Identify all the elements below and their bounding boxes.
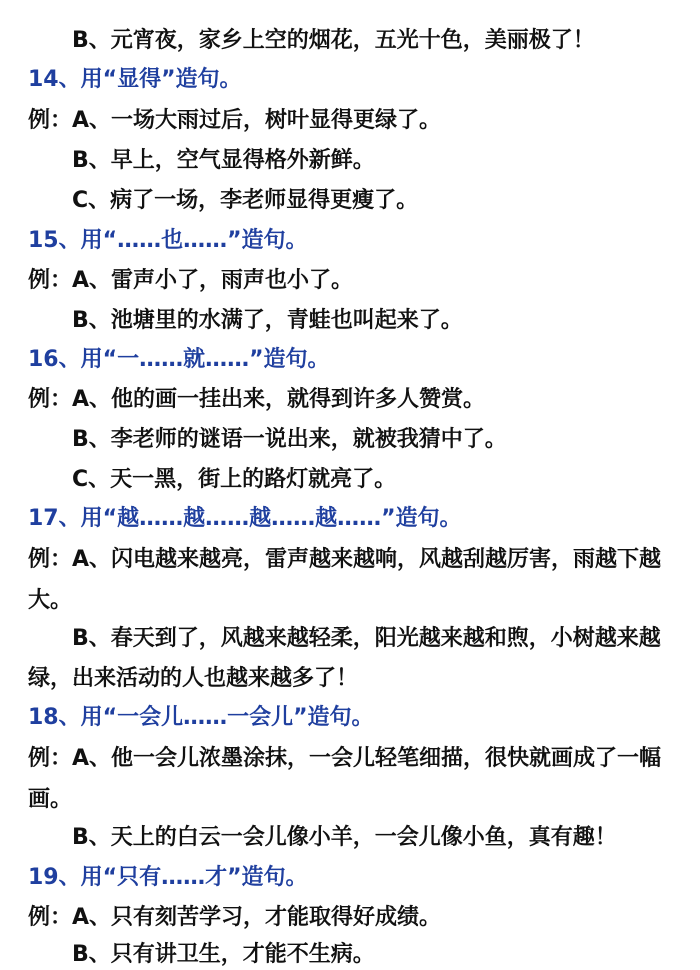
example-line	[28, 903, 700, 933]
example-line	[28, 545, 700, 575]
section-heading-16	[28, 345, 700, 375]
example-text: B、只有讲卫生，才能不生病。	[72, 942, 375, 967]
example-prefix: 例：	[28, 268, 73, 293]
example-prefix: 例：	[28, 108, 73, 133]
example-text: B、春天到了，风越来越轻柔，阳光越来越和煦，小树越来越	[72, 626, 661, 651]
example-text: A、一场大雨过后，树叶显得更绿了。	[72, 108, 442, 133]
example-line	[72, 940, 700, 970]
section-heading-17	[28, 504, 700, 534]
example-line	[28, 385, 700, 415]
example-prefix: 例：	[28, 746, 73, 771]
example-line	[72, 186, 700, 216]
example-line	[28, 266, 700, 296]
example-line	[72, 624, 700, 654]
heading-text: 15、用“……也……”造句。	[28, 228, 308, 253]
example-line	[72, 823, 700, 853]
section-heading-19	[28, 863, 700, 893]
example-text: B、早上，空气显得格外新鲜。	[72, 148, 375, 173]
section-heading-14	[28, 65, 700, 95]
example-prefix: 例：	[28, 547, 73, 572]
example-text: C、病了一场，李老师显得更瘦了。	[72, 188, 419, 213]
example-text: B、李老师的谜语一说出来，就被我猜中了。	[72, 427, 507, 452]
heading-text: 14、用“显得”造句。	[28, 67, 242, 92]
heading-text: 19、用“只有……才”造句。	[28, 865, 308, 890]
example-line	[72, 146, 700, 176]
example-text: B、天上的白云一会儿像小羊，一会儿像小鱼，真有趣！	[72, 825, 617, 850]
example-text: A、雷声小了，雨声也小了。	[72, 268, 354, 293]
example-text: A、只有刻苦学习，才能取得好成绩。	[72, 905, 442, 930]
example-line	[28, 744, 700, 774]
example-prefix: 例：	[28, 905, 73, 930]
example-line	[72, 425, 700, 455]
section-heading-15	[28, 226, 700, 256]
example-text: B、元宵夜，家乡上空的烟花，五光十色，美丽极了！	[72, 28, 595, 53]
example-text: A、闪电越来越亮，雷声越来越响，风越刮越厉害，雨越下越	[72, 547, 662, 572]
section-heading-18	[28, 703, 700, 733]
heading-text: 17、用“越……越……越……越……”造句。	[28, 506, 462, 531]
heading-text: 16、用“一……就……”造句。	[28, 347, 330, 372]
example-wrap-line	[28, 785, 700, 815]
example-text: A、他一会儿浓墨涂抹，一会儿轻笔细描，很快就画成了一幅	[72, 746, 662, 771]
heading-text: 18、用“一会儿……一会儿”造句。	[28, 705, 374, 730]
example-text: B、池塘里的水满了，青蛙也叫起来了。	[72, 308, 463, 333]
example-text: 大。	[28, 588, 73, 613]
example-line	[28, 106, 700, 136]
example-line	[72, 26, 700, 56]
example-text: 画。	[28, 787, 73, 812]
example-line	[72, 465, 700, 495]
example-line	[72, 306, 700, 336]
example-text: A、他的画一挂出来，就得到许多人赞赏。	[72, 387, 486, 412]
example-text: 绿，出来活动的人也越来越多了！	[28, 666, 359, 691]
example-text: C、天一黑，街上的路灯就亮了。	[72, 467, 397, 492]
example-wrap-line	[28, 664, 700, 694]
example-wrap-line	[28, 586, 700, 616]
example-prefix: 例：	[28, 387, 73, 412]
